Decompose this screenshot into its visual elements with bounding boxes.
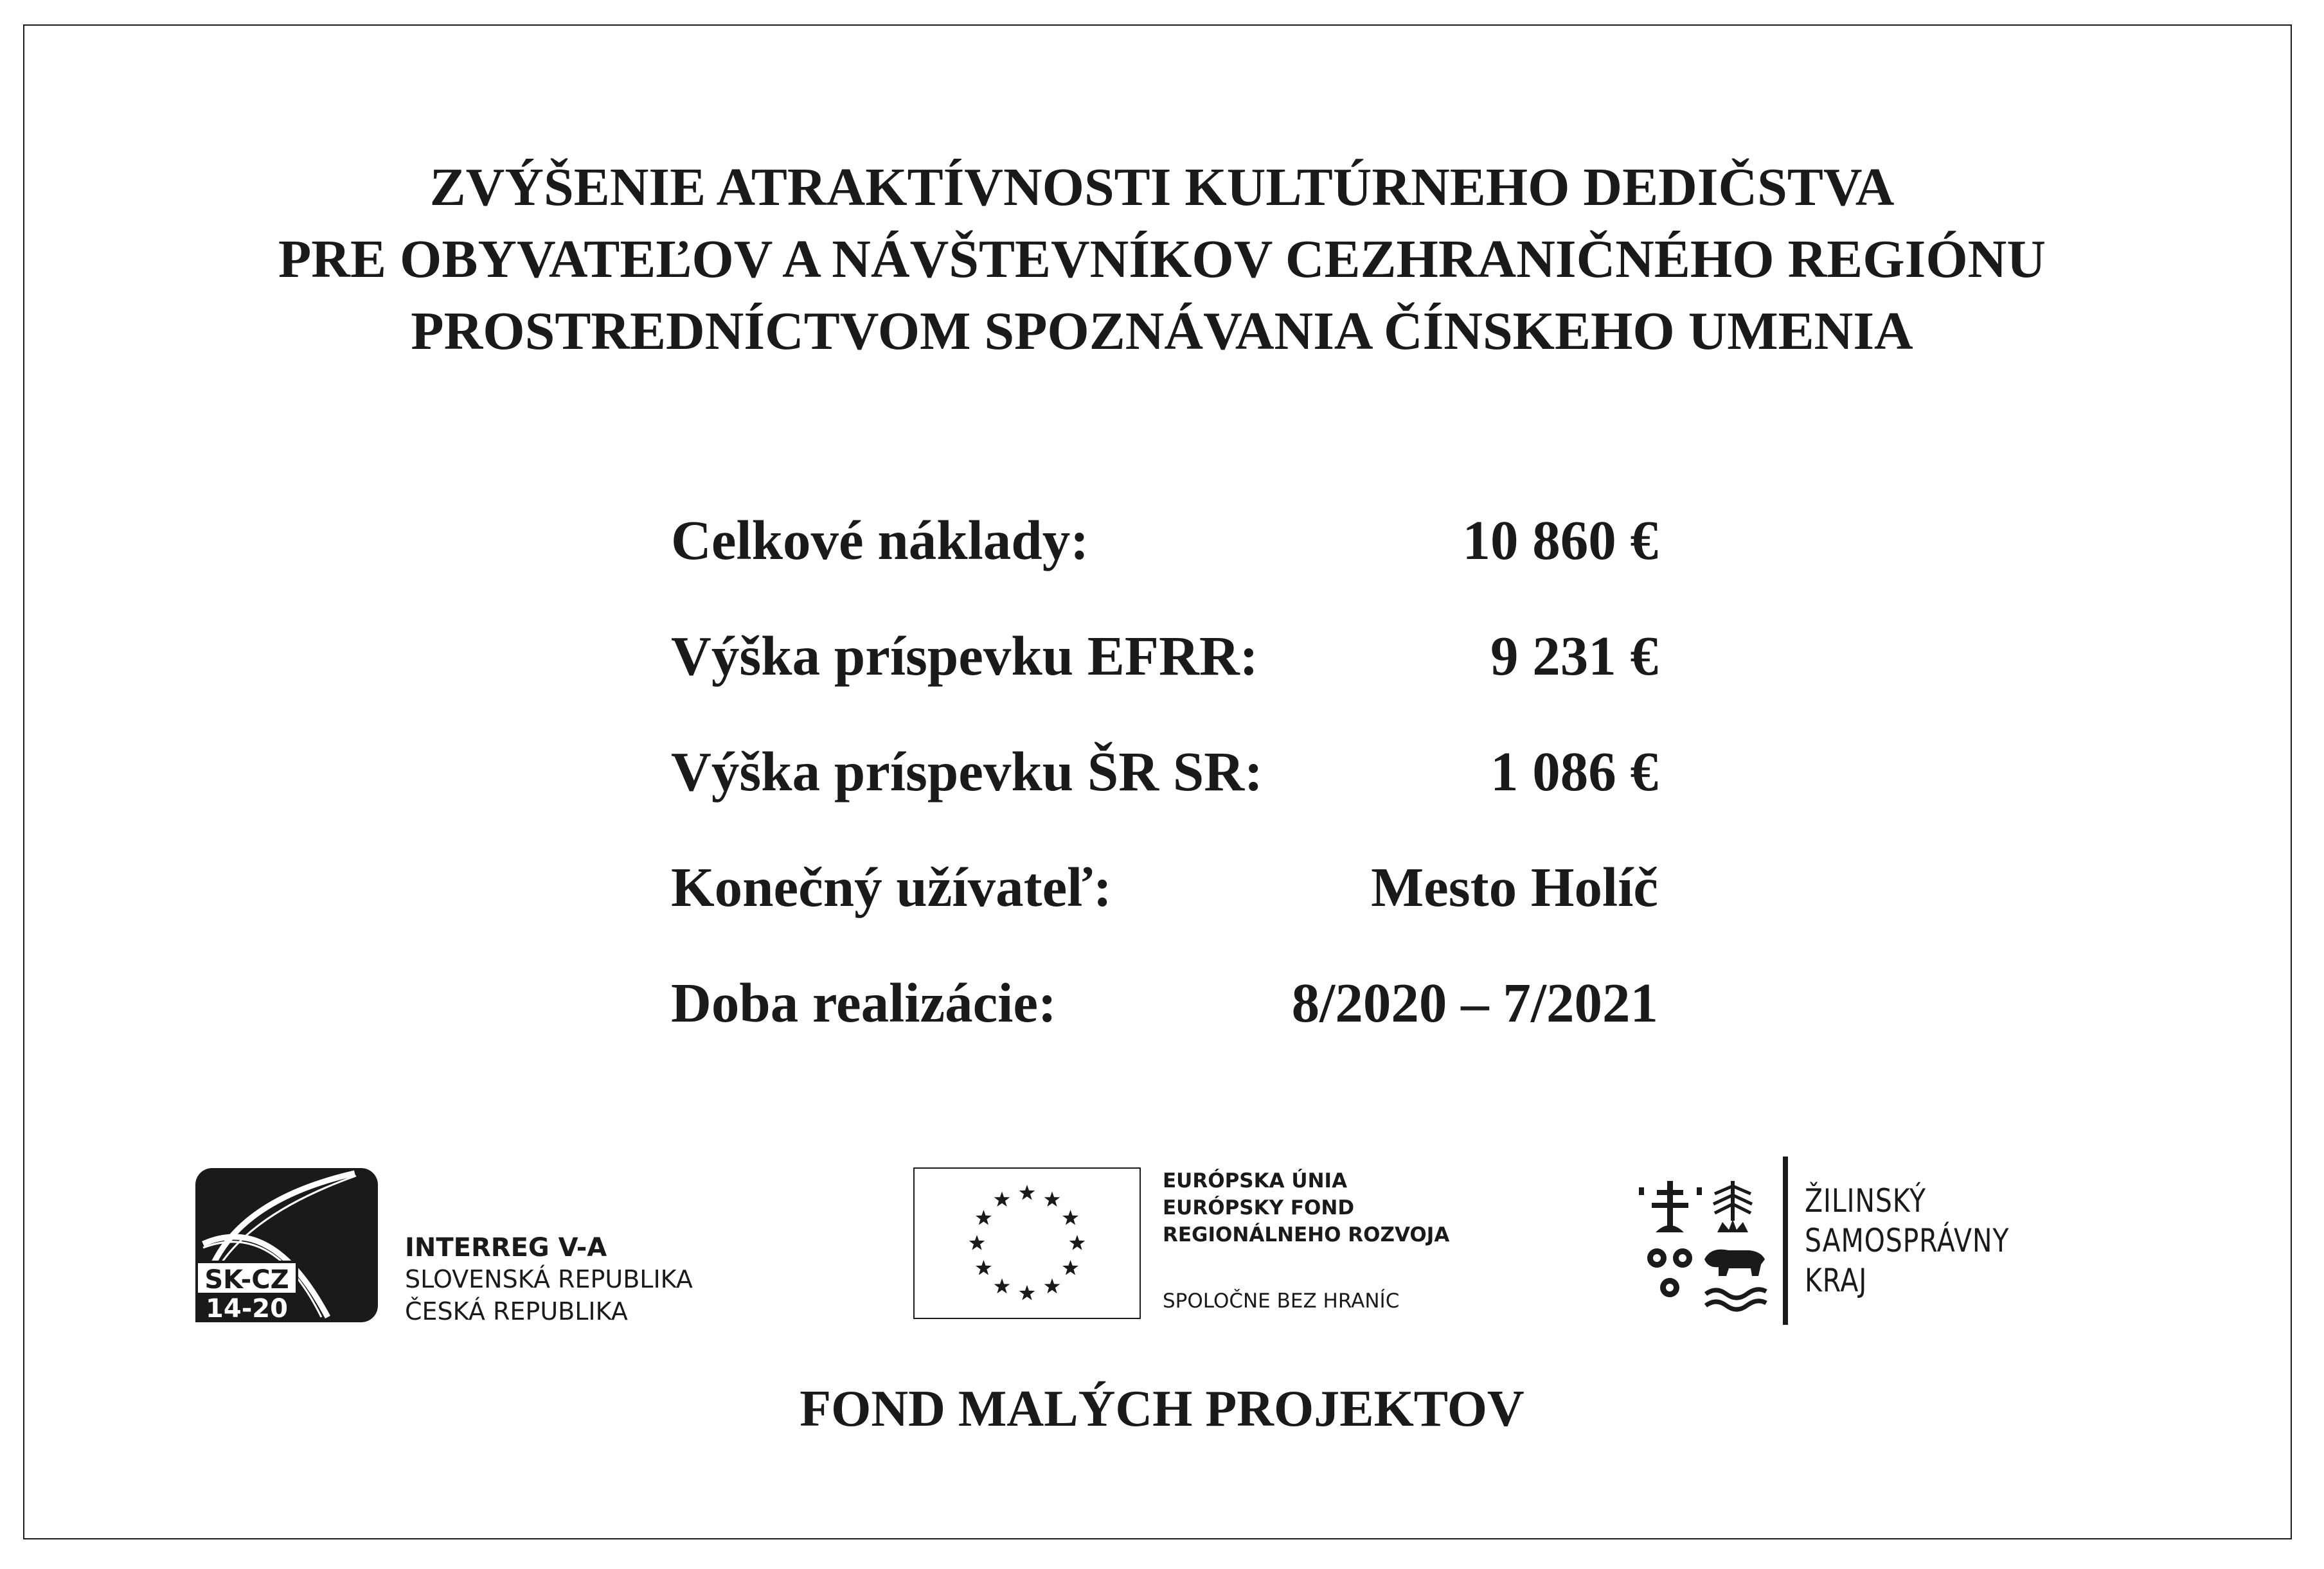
interreg-badge-icon <box>195 1168 378 1322</box>
info-label: Konečný užívateľ: <box>671 856 1112 918</box>
zsk-text <box>1805 1181 2009 1300</box>
interreg-country-1: SLOVENSKÁ REPUBLIKA <box>405 1265 693 1293</box>
interreg-badge-text-1: SK-CZ <box>204 1265 289 1295</box>
interreg-text <box>405 1232 693 1327</box>
zsk-divider <box>1783 1157 1788 1325</box>
zsk-line-2: SAMOSPRÁVNY <box>1805 1222 2010 1259</box>
title-line-3: PROSTREDNÍCTVOM SPOZNÁVANIA ČÍNSKEHO UMENIA <box>411 301 1913 361</box>
zsk-logo <box>1639 1157 2057 1330</box>
eu-slogan: SPOLOČNE BEZ HRANÍC <box>1163 1290 1400 1313</box>
interreg-logo <box>195 1168 774 1325</box>
eu-star-icon <box>994 1191 1010 1207</box>
info-label: Celkové náklady: <box>671 509 1089 571</box>
eu-star-icon <box>994 1279 1010 1294</box>
eu-flag <box>913 1167 1141 1319</box>
eu-star-icon <box>1019 1285 1035 1300</box>
footer-program: FOND MALÝCH PROJEKTOV <box>800 1381 1524 1437</box>
eu-star-icon <box>1069 1235 1086 1250</box>
project-info-table <box>671 508 1658 1086</box>
title-line-2: PRE OBYVATEĽOV A NÁVŠTEVNÍKOV CEZHRANIČNÉHO REGIÓNU <box>278 229 2046 289</box>
eu-star-icon <box>976 1260 992 1275</box>
eu-line-1: EURÓPSKA ÚNIA <box>1163 1169 1348 1192</box>
eu-star-icon <box>1062 1210 1078 1225</box>
info-value: 8/2020 – 7/2021 <box>1291 971 1658 1034</box>
project-title <box>0 152 2324 368</box>
eu-star-icon <box>1062 1260 1078 1275</box>
info-row-duration <box>671 970 1658 1086</box>
eu-text <box>1163 1167 1450 1313</box>
info-row-efrr <box>671 623 1658 739</box>
zsk-coat-of-arms-icon <box>1639 1180 1767 1315</box>
zsk-line-1: ŽILINSKÝ <box>1805 1182 1926 1219</box>
eu-star-icon <box>969 1235 985 1250</box>
zsk-line-3: KRAJ <box>1805 1262 1868 1299</box>
eu-star-icon <box>1044 1279 1060 1294</box>
info-value: Mesto Holíč <box>1371 856 1658 918</box>
eu-star-icon <box>1044 1191 1060 1207</box>
eu-star-icon <box>1019 1185 1035 1200</box>
interreg-name: INTERREG V-A <box>405 1233 607 1263</box>
eu-logo <box>913 1167 1524 1322</box>
eu-stars-icon <box>915 1169 1140 1318</box>
eu-line-2: EURÓPSKY FOND <box>1163 1196 1355 1219</box>
info-row-end-user <box>671 855 1658 970</box>
interreg-country-2: ČESKÁ REPUBLIKA <box>405 1297 628 1325</box>
eu-line-3: REGIONÁLNEHO ROZVOJA <box>1163 1223 1450 1246</box>
info-value: 9 231 € <box>1490 625 1658 687</box>
info-row-total-costs <box>671 508 1658 623</box>
info-value: 10 860 € <box>1462 509 1658 571</box>
eu-star-icon <box>976 1210 992 1225</box>
info-label: Výška príspevku ŠR SR: <box>671 740 1264 802</box>
info-label: Výška príspevku EFRR: <box>671 625 1258 687</box>
title-line-1: ZVÝŠENIE ATRAKTÍVNOSTI KULTÚRNEHO DEDIČSTVA <box>429 157 1895 217</box>
info-value: 1 086 € <box>1490 740 1658 802</box>
info-row-state-budget <box>671 739 1658 855</box>
interreg-badge-text-2: 14-20 <box>206 1294 288 1322</box>
info-label: Doba realizácie: <box>671 971 1057 1034</box>
